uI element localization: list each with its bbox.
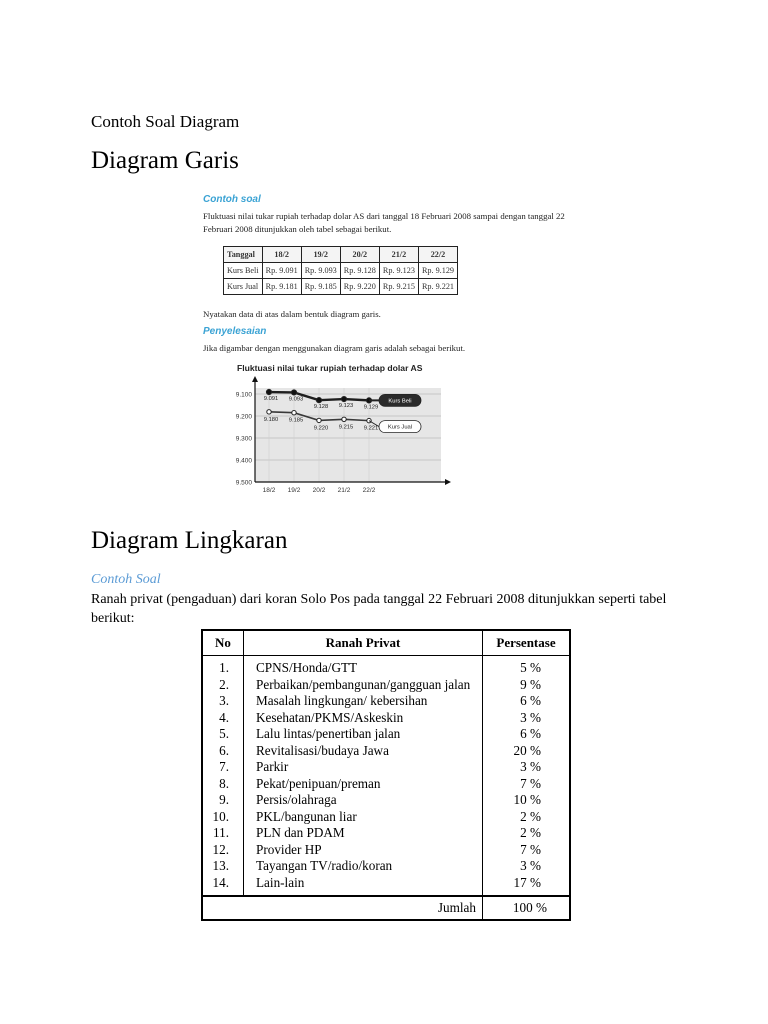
table-row <box>202 656 570 677</box>
contoh-soal-label: Contoh soal <box>203 194 261 205</box>
y-axis-arrow <box>252 376 258 382</box>
data-point <box>367 418 371 422</box>
mini-table-header: 21/2 <box>379 247 418 263</box>
y-tick-label: 9.200 <box>235 413 252 421</box>
penyelesaian-label: Penyelesaian <box>203 326 267 337</box>
chart-title: Fluktuasi nilai tukar rupiah terhadap dolar AS <box>237 363 423 373</box>
mini-table-header: 22/2 <box>418 247 457 263</box>
y-tick-label: 9.300 <box>235 435 252 443</box>
cell-no: 4. <box>202 710 244 727</box>
legend-label: Kurs Jual <box>387 424 413 431</box>
table-row <box>202 710 570 727</box>
data-label: 9.220 <box>313 425 329 432</box>
cell-cat: Masalah lingkungan/ kebersihan <box>244 693 483 710</box>
cell-val: 7 % <box>520 775 541 791</box>
section-title-diagram-lingkaran: Diagram Lingkaran <box>91 527 288 554</box>
x-tick-label: 19/2 <box>287 487 301 494</box>
data-point <box>341 396 346 401</box>
cell-val: 17 % <box>513 874 541 890</box>
cell-cat: PKL/bangunan liar <box>244 809 483 826</box>
data-label: 9.215 <box>338 424 354 431</box>
data-label: 9.093 <box>288 396 304 403</box>
data-point <box>266 389 271 394</box>
mini-table-cell: Rp. 9.221 <box>418 279 457 295</box>
mini-table-header: 19/2 <box>301 247 340 263</box>
solution-text: Jika digambar dengan menggunakan diagram garis adalah sebagai berikut. <box>203 343 466 353</box>
line-chart <box>219 374 463 508</box>
cell-no: 3. <box>202 693 244 710</box>
data-point <box>342 417 346 421</box>
intro-paragraph: Ranah privat (pengaduan) dari koran Solo Pos pada tanggal 22 Februari 2008 ditunjukkan seperti tabel berikut: <box>91 592 667 626</box>
cell-cat: Persis/olahraga <box>244 792 483 809</box>
table-row <box>202 858 570 875</box>
mini-table-row <box>224 279 458 295</box>
data-label: 9.185 <box>288 417 304 424</box>
mini-table-header: Tanggal <box>224 247 263 263</box>
cell-val: 10 % <box>513 792 541 807</box>
cell-no: 2. <box>202 677 244 694</box>
x-tick-label: 22/2 <box>362 487 376 494</box>
x-tick-label: 20/2 <box>312 487 326 494</box>
instruction-text: Nyatakan data di atas dalam bentuk diagram garis. <box>203 309 381 319</box>
intro-text: Fluktuasi nilai tukar rupiah terhadap dolar AS dari tanggal 18 Februari 2008 sampai dengan tanggal 22 Februari 2008 ditunjukkan oleh tabel sebagai berikut. <box>203 211 565 234</box>
data-point <box>267 410 271 414</box>
mini-table-cell: Rp. 9.123 <box>379 263 418 279</box>
cell-no: 13. <box>202 858 244 875</box>
mini-table-cell: Rp. 9.093 <box>301 263 340 279</box>
cell-cat: Pekat/penipuan/preman <box>244 776 483 793</box>
data-label: 9.129 <box>363 404 379 411</box>
y-tick-label: 9.500 <box>235 479 252 487</box>
exchange-rate-table <box>223 246 458 295</box>
cell-val: 3 % <box>520 709 541 725</box>
table-row <box>202 776 570 793</box>
cell-val: 7 % <box>520 841 541 857</box>
x-axis-arrow <box>445 479 451 485</box>
cell-no: 7. <box>202 759 244 776</box>
y-tick-label: 9.400 <box>235 457 252 465</box>
cell-no: 9. <box>202 792 244 809</box>
cell-no: 12. <box>202 842 244 859</box>
mini-table-cell: Rp. 9.215 <box>379 279 418 295</box>
ranah-privat-table <box>201 629 571 921</box>
x-tick-label: 18/2 <box>262 487 276 494</box>
cell-val: 6 % <box>520 693 541 708</box>
data-point <box>316 398 321 403</box>
cell-no: 8. <box>202 776 244 793</box>
table-row <box>202 875 570 897</box>
data-point <box>317 418 321 422</box>
cell-val: 20 % <box>513 742 541 758</box>
data-label: 9.123 <box>338 403 354 410</box>
cell-no: 10. <box>202 809 244 826</box>
cell-no: 5. <box>202 726 244 743</box>
cell-val: 5 % <box>520 660 541 675</box>
cell-no: 14. <box>202 875 244 897</box>
table-row <box>202 677 570 694</box>
section-title-diagram-garis: Diagram Garis <box>91 147 239 174</box>
table-row <box>202 809 570 826</box>
total-value: 100 % <box>483 896 571 920</box>
table-row <box>202 792 570 809</box>
data-point <box>292 411 296 415</box>
data-label: 9.221 <box>363 425 379 432</box>
scanned-excerpt <box>201 190 571 510</box>
mini-table-cell: Rp. 9.129 <box>418 263 457 279</box>
page-heading: Contoh Soal Diagram <box>91 112 240 131</box>
header-persentase: Persentase <box>483 630 571 656</box>
data-label: 9.180 <box>263 416 279 423</box>
table-row <box>202 842 570 859</box>
cell-cat: Perbaikan/pembangunan/gangguan jalan <box>244 677 483 694</box>
header-ranah-privat: Ranah Privat <box>244 630 483 656</box>
mini-table-cell: Kurs Jual <box>224 279 263 295</box>
cell-val: 6 % <box>520 726 541 741</box>
cell-no: 11. <box>202 825 244 842</box>
data-label: 9.128 <box>313 404 329 411</box>
table-row <box>202 759 570 776</box>
cell-no: 6. <box>202 743 244 760</box>
cell-cat: Revitalisasi/budaya Jawa <box>244 743 483 760</box>
contoh-soal-heading: Contoh Soal <box>91 572 161 587</box>
mini-table-cell: Rp. 9.185 <box>301 279 340 295</box>
table-row <box>202 726 570 743</box>
cell-cat: CPNS/Honda/GTT <box>244 656 483 677</box>
mini-table-header: 18/2 <box>262 247 301 263</box>
y-tick-label: 9.100 <box>235 391 252 399</box>
table-row <box>202 743 570 760</box>
cell-cat: Tayangan TV/radio/koran <box>244 858 483 875</box>
table-row <box>202 825 570 842</box>
mini-table-row <box>224 263 458 279</box>
data-point <box>291 390 296 395</box>
mini-table-cell: Rp. 9.181 <box>262 279 301 295</box>
cell-val: 9 % <box>520 676 541 692</box>
mini-table-cell: Rp. 9.128 <box>340 263 379 279</box>
cell-cat: Kesehatan/PKMS/Askeskin <box>244 710 483 727</box>
data-label: 9.091 <box>263 396 279 403</box>
cell-val: 3 % <box>520 759 541 774</box>
cell-cat: Lain-lain <box>244 875 483 897</box>
cell-cat: PLN dan PDAM <box>244 825 483 842</box>
mini-table-header: 20/2 <box>340 247 379 263</box>
cell-no: 1. <box>202 656 244 677</box>
mini-table-cell: Kurs Beli <box>224 263 263 279</box>
mini-table-cell: Rp. 9.091 <box>262 263 301 279</box>
cell-val: 2 % <box>520 825 541 840</box>
header-no: No <box>202 630 244 656</box>
cell-cat: Parkir <box>244 759 483 776</box>
cell-cat: Provider HP <box>244 842 483 859</box>
legend-label: Kurs Beli <box>388 398 412 405</box>
cell-cat: Lalu lintas/penertiban jalan <box>244 726 483 743</box>
x-tick-label: 21/2 <box>337 487 351 494</box>
mini-table-cell: Rp. 9.220 <box>340 279 379 295</box>
table-row <box>202 693 570 710</box>
total-label: Jumlah <box>202 896 483 920</box>
cell-val: 2 % <box>520 808 541 824</box>
cell-val: 3 % <box>520 858 541 873</box>
